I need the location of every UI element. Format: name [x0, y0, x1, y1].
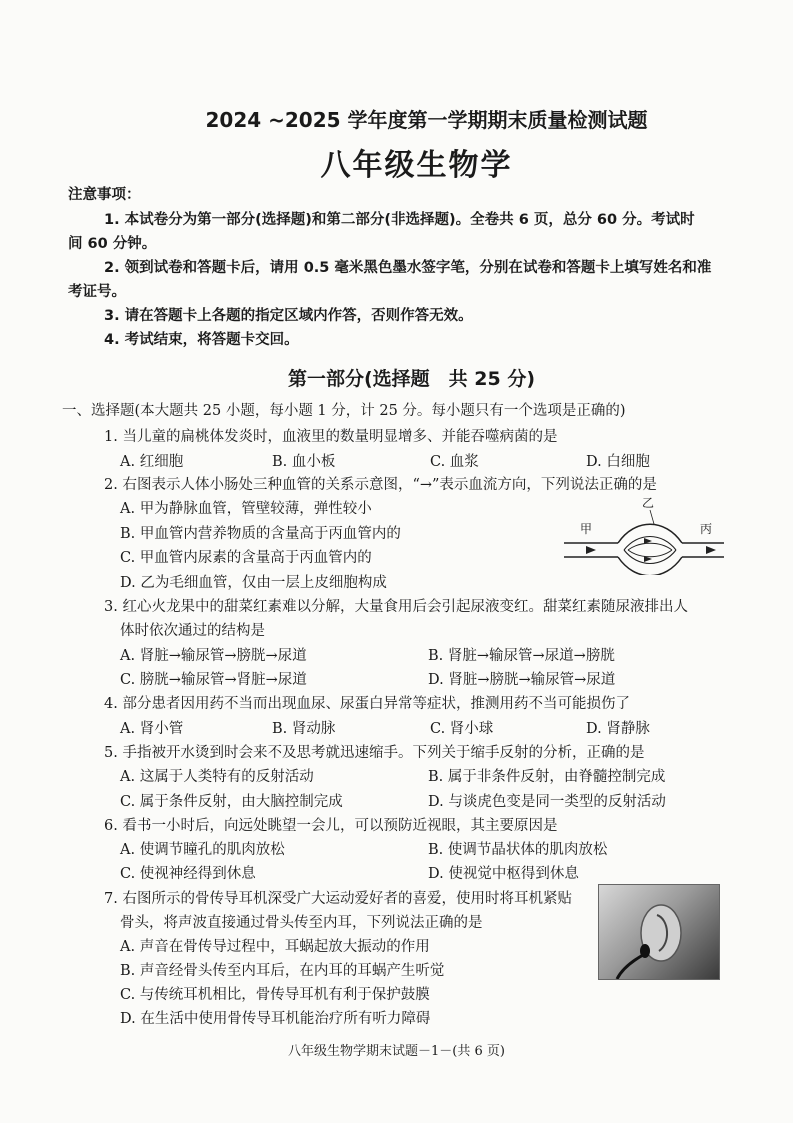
question-6-stem: 6. 看书一小时后，向远处眺望一会儿，可以预防近视眼，其主要原因是	[104, 818, 558, 834]
note-1-cont: 间 60 分钟。	[68, 236, 157, 252]
question-7-stem-line2: 骨头，将声波直接通过骨头传至内耳，下列说法正确的是	[120, 915, 483, 931]
question-1-option-b: B. 血小板	[272, 454, 336, 470]
question-7-option-c: C. 与传统耳机相比，骨传导耳机有利于保护鼓膜	[120, 987, 430, 1003]
question-3-option-b: B. 肾脏→输尿管→尿道→膀胱	[428, 648, 615, 664]
question-5-option-b: B. 属于非条件反射，由脊髓控制完成	[428, 769, 666, 785]
bone-conduction-earphone-photo	[598, 884, 720, 980]
note-2: 2. 领到试卷和答题卡后，请用 0.5 毫米黑色墨水签字笔，分别在试卷和答题卡上填写姓名和准	[104, 260, 712, 276]
question-3-option-a: A. 肾脏→输尿管→膀胱→尿道	[120, 648, 307, 664]
question-2-option-d: D. 乙为毛细血管，仅由一层上皮细胞构成	[120, 575, 387, 591]
note-1: 1. 本试卷分为第一部分(选择题)和第二部分(非选择题)。全卷共 6 页，总分 60 分。考试时	[104, 212, 695, 228]
page-subtitle: 八年级生物学	[320, 148, 513, 183]
section-title: 第一部分(选择题 共 25 分)	[287, 368, 536, 390]
question-1-option-d: D. 白细胞	[586, 454, 650, 470]
question-4-option-b: B. 肾动脉	[272, 721, 336, 737]
question-7-stem-line1: 7. 右图所示的骨传导耳机深受广大运动爱好者的喜爱，使用时将耳机紧贴	[104, 891, 572, 907]
note-3: 3. 请在答题卡上各题的指定区域内作答，否则作答无效。	[104, 308, 473, 324]
question-3-stem-line1: 3. 红心火龙果中的甜菜红素难以分解，大量食用后会引起尿液变红。甜菜红素随尿液排出人	[104, 599, 688, 615]
question-2-option-a: A. 甲为静脉血管，管壁较薄，弹性较小	[120, 501, 372, 517]
notes-heading: 注意事项：	[68, 187, 141, 203]
question-5-option-c: C. 属于条件反射，由大脑控制完成	[120, 794, 343, 810]
question-6-option-d: D. 使视觉中枢得到休息	[428, 866, 579, 882]
question-5-stem: 5. 手指被开水烫到时会来不及思考就迅速缩手。下列关于缩手反射的分析，正确的是	[104, 745, 645, 761]
question-4-option-d: D. 肾静脉	[586, 721, 650, 737]
diagram-label-yi: 乙	[642, 496, 655, 510]
question-4-option-a: A. 肾小管	[120, 721, 184, 737]
question-4-stem: 4. 部分患者因用药不当而出现血尿、尿蛋白异常等症状，推测用药不当可能损伤了	[104, 696, 630, 712]
question-2-option-b: B. 甲血管内营养物质的含量高于丙血管内的	[120, 526, 401, 542]
question-1-option-c: C. 血浆	[430, 454, 479, 470]
section-instruction: 一、选择题(本大题共 25 小题，每小题 1 分，计 25 分。每小题只有一个选项是正确的)	[62, 403, 626, 419]
question-1-option-a: A. 红细胞	[120, 454, 184, 470]
question-2-option-c: C. 甲血管内尿素的含量高于丙血管内的	[120, 550, 372, 566]
diagram-label-jia: 甲	[580, 522, 593, 536]
question-3-stem-line2: 体时依次通过的结构是	[120, 623, 265, 639]
question-6-option-a: A. 使调节瞳孔的肌肉放松	[120, 842, 285, 858]
blood-vessel-diagram	[560, 496, 730, 575]
question-4-option-c: C. 肾小球	[430, 721, 494, 737]
page-footer: 八年级生物学期末试题－1－(共 6 页)	[288, 1044, 505, 1059]
question-7-option-b: B. 声音经骨头传至内耳后，在内耳的耳蜗产生听觉	[120, 963, 445, 979]
question-5-option-d: D. 与谈虎色变是同一类型的反射活动	[428, 794, 666, 810]
question-5-option-a: A. 这属于人类特有的反射活动	[120, 769, 314, 785]
question-3-option-d: D. 肾脏→膀胱→输尿管→尿道	[428, 672, 616, 688]
question-7-option-d: D. 在生活中使用骨传导耳机能治疗所有听力障碍	[120, 1011, 431, 1027]
page-title: 2024 ~2025 学年度第一学期期末质量检测试题	[205, 108, 648, 132]
diagram-label-bing: 丙	[700, 522, 713, 536]
question-7-option-a: A. 声音在骨传导过程中，耳蜗起放大振动的作用	[120, 939, 430, 955]
question-2-stem: 2. 右图表示人体小肠处三种血管的关系示意图，“→”表示血流方向，下列说法正确的是	[104, 477, 657, 493]
question-1-stem: 1. 当儿童的扁桃体发炎时，血液里的数量明显增多、并能吞噬病菌的是	[104, 429, 558, 445]
note-2-cont: 考证号。	[68, 284, 126, 300]
note-4: 4. 考试结束，将答题卡交回。	[104, 332, 299, 348]
question-3-option-c: C. 膀胱→输尿管→肾脏→尿道	[120, 672, 307, 688]
question-6-option-c: C. 使视神经得到休息	[120, 866, 256, 882]
question-6-option-b: B. 使调节晶状体的肌肉放松	[428, 842, 608, 858]
